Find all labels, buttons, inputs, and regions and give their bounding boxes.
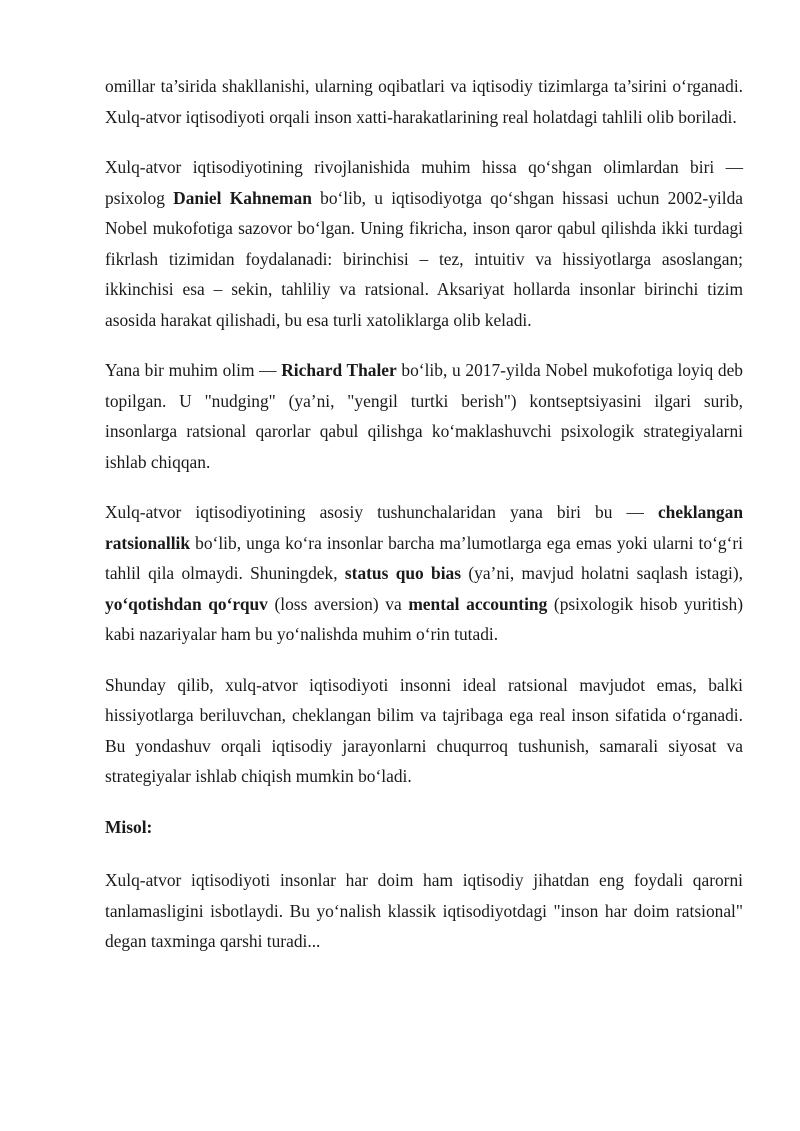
paragraph-4-text-a: Xulq-atvor iqtisodiyotining asosiy tushunchalaridan yana biri bu — (105, 502, 658, 522)
paragraph-5 (105, 670, 743, 792)
document-page (105, 71, 743, 977)
paragraph-4-text-c: (ya’ni, mavjud holatni saqlash istagi), (461, 563, 743, 583)
paragraph-4-text-e: (psixologik hisob yuritish) kabi nazariyalar ham bu yo‘nalishda muhim o‘rin tutadi. (105, 593, 743, 644)
name-richard-thaler: Richard Thaler (281, 360, 397, 380)
term-cheklangan-ratsionallik: cheklangan ratsionallik (105, 502, 743, 553)
paragraph-3-text-b: bo‘lib, u 2017-yilda Nobel mukofotiga loyiq deb topilgan. U "nudging" (ya’ni, "yengil turtki berish") kontseptsiyasini ilgari surib, insonlarga ratsional qarorlar qabul qilishga ko‘maklashuvchi psixologik strategiyalarni ishlab chiqqan. (105, 360, 743, 472)
paragraph-2 (105, 152, 743, 335)
paragraph-4 (105, 497, 743, 650)
paragraph-2-text-b: bo‘lib, u iqtisodiyotga qo‘shgan hissasi uchun 2002-yilda Nobel mukofotiga sazovor bo‘lgan. Uning fikricha, inson qaror qabul qilishda ikki turdagi fikrlash tizimidan foydalanadi: birinchisi – tez, intuitiv va hissiyotlarga asoslangan; ikkinchisi esa – sekin, tahliliy va ratsional. Aksariyat hollarda insonlar birinchi tizim asosida harakat qilishadi, bu esa turli xatoliklarga olib keladi. (105, 187, 743, 330)
paragraph-3 (105, 355, 743, 477)
paragraph-3-text-a: Yana bir muhim olim — (105, 360, 282, 380)
example-paragraph: Xulq-atvor iqtisodiyoti insonlar har doim ham iqtisodiy jihatdan eng foydali qarorni tanlamasligini isbotlaydi. Bu yo‘nalish klassik iqtisodiyotdagi "inson har doim ratsional" degan taxminga qarshi turadi... (105, 870, 743, 951)
paragraph-1-text: omillar ta’sirida shakllanishi, ularning oqibatlari va iqtisodiy tizimlarga ta’sirini o‘rganadi. Xulq-atvor iqtisodiyoti orqali inson xatti-harakatlarining real holatdagi tahlili olib boriladi. (105, 76, 743, 127)
paragraph-2-text-a: Xulq-atvor iqtisodiyotining rivojlanishida muhim hissa qo‘shgan olimlardan biri — psixolog (105, 157, 743, 208)
term-status-quo-bias: status quo bias (344, 563, 462, 583)
paragraph-4-text-b: bo‘lib, unga ko‘ra insonlar barcha ma’lumotlarga ega emas yoki ularni to‘g‘ri tahlil qila olmaydi. Shuningdek, (105, 532, 743, 583)
term-mental-accounting: mental accounting (408, 593, 548, 614)
paragraph-4-text-d: (loss aversion) va (267, 593, 409, 614)
paragraph-5-text: Shunday qilib, xulq-atvor iqtisodiyoti insonni ideal ratsional mavjudot emas, balki hissiyotlarga beriluvchan, cheklangan bilim va tajribaga ega real inson sifatida o‘rganadi. Bu yondashuv orqali iqtisodiy jarayonlarni chuqurroq tushunish, samarali siyosat va strategiyalar ishlab chiqish mumkin bo‘ladi. (105, 674, 743, 786)
paragraph-1 (105, 71, 743, 132)
term-yoqotishdan-qorquv: yo‘qotishdan qo‘rquv (105, 593, 268, 614)
example-heading: Misol: (105, 816, 153, 837)
name-daniel-kahneman: Daniel Kahneman (173, 187, 312, 208)
